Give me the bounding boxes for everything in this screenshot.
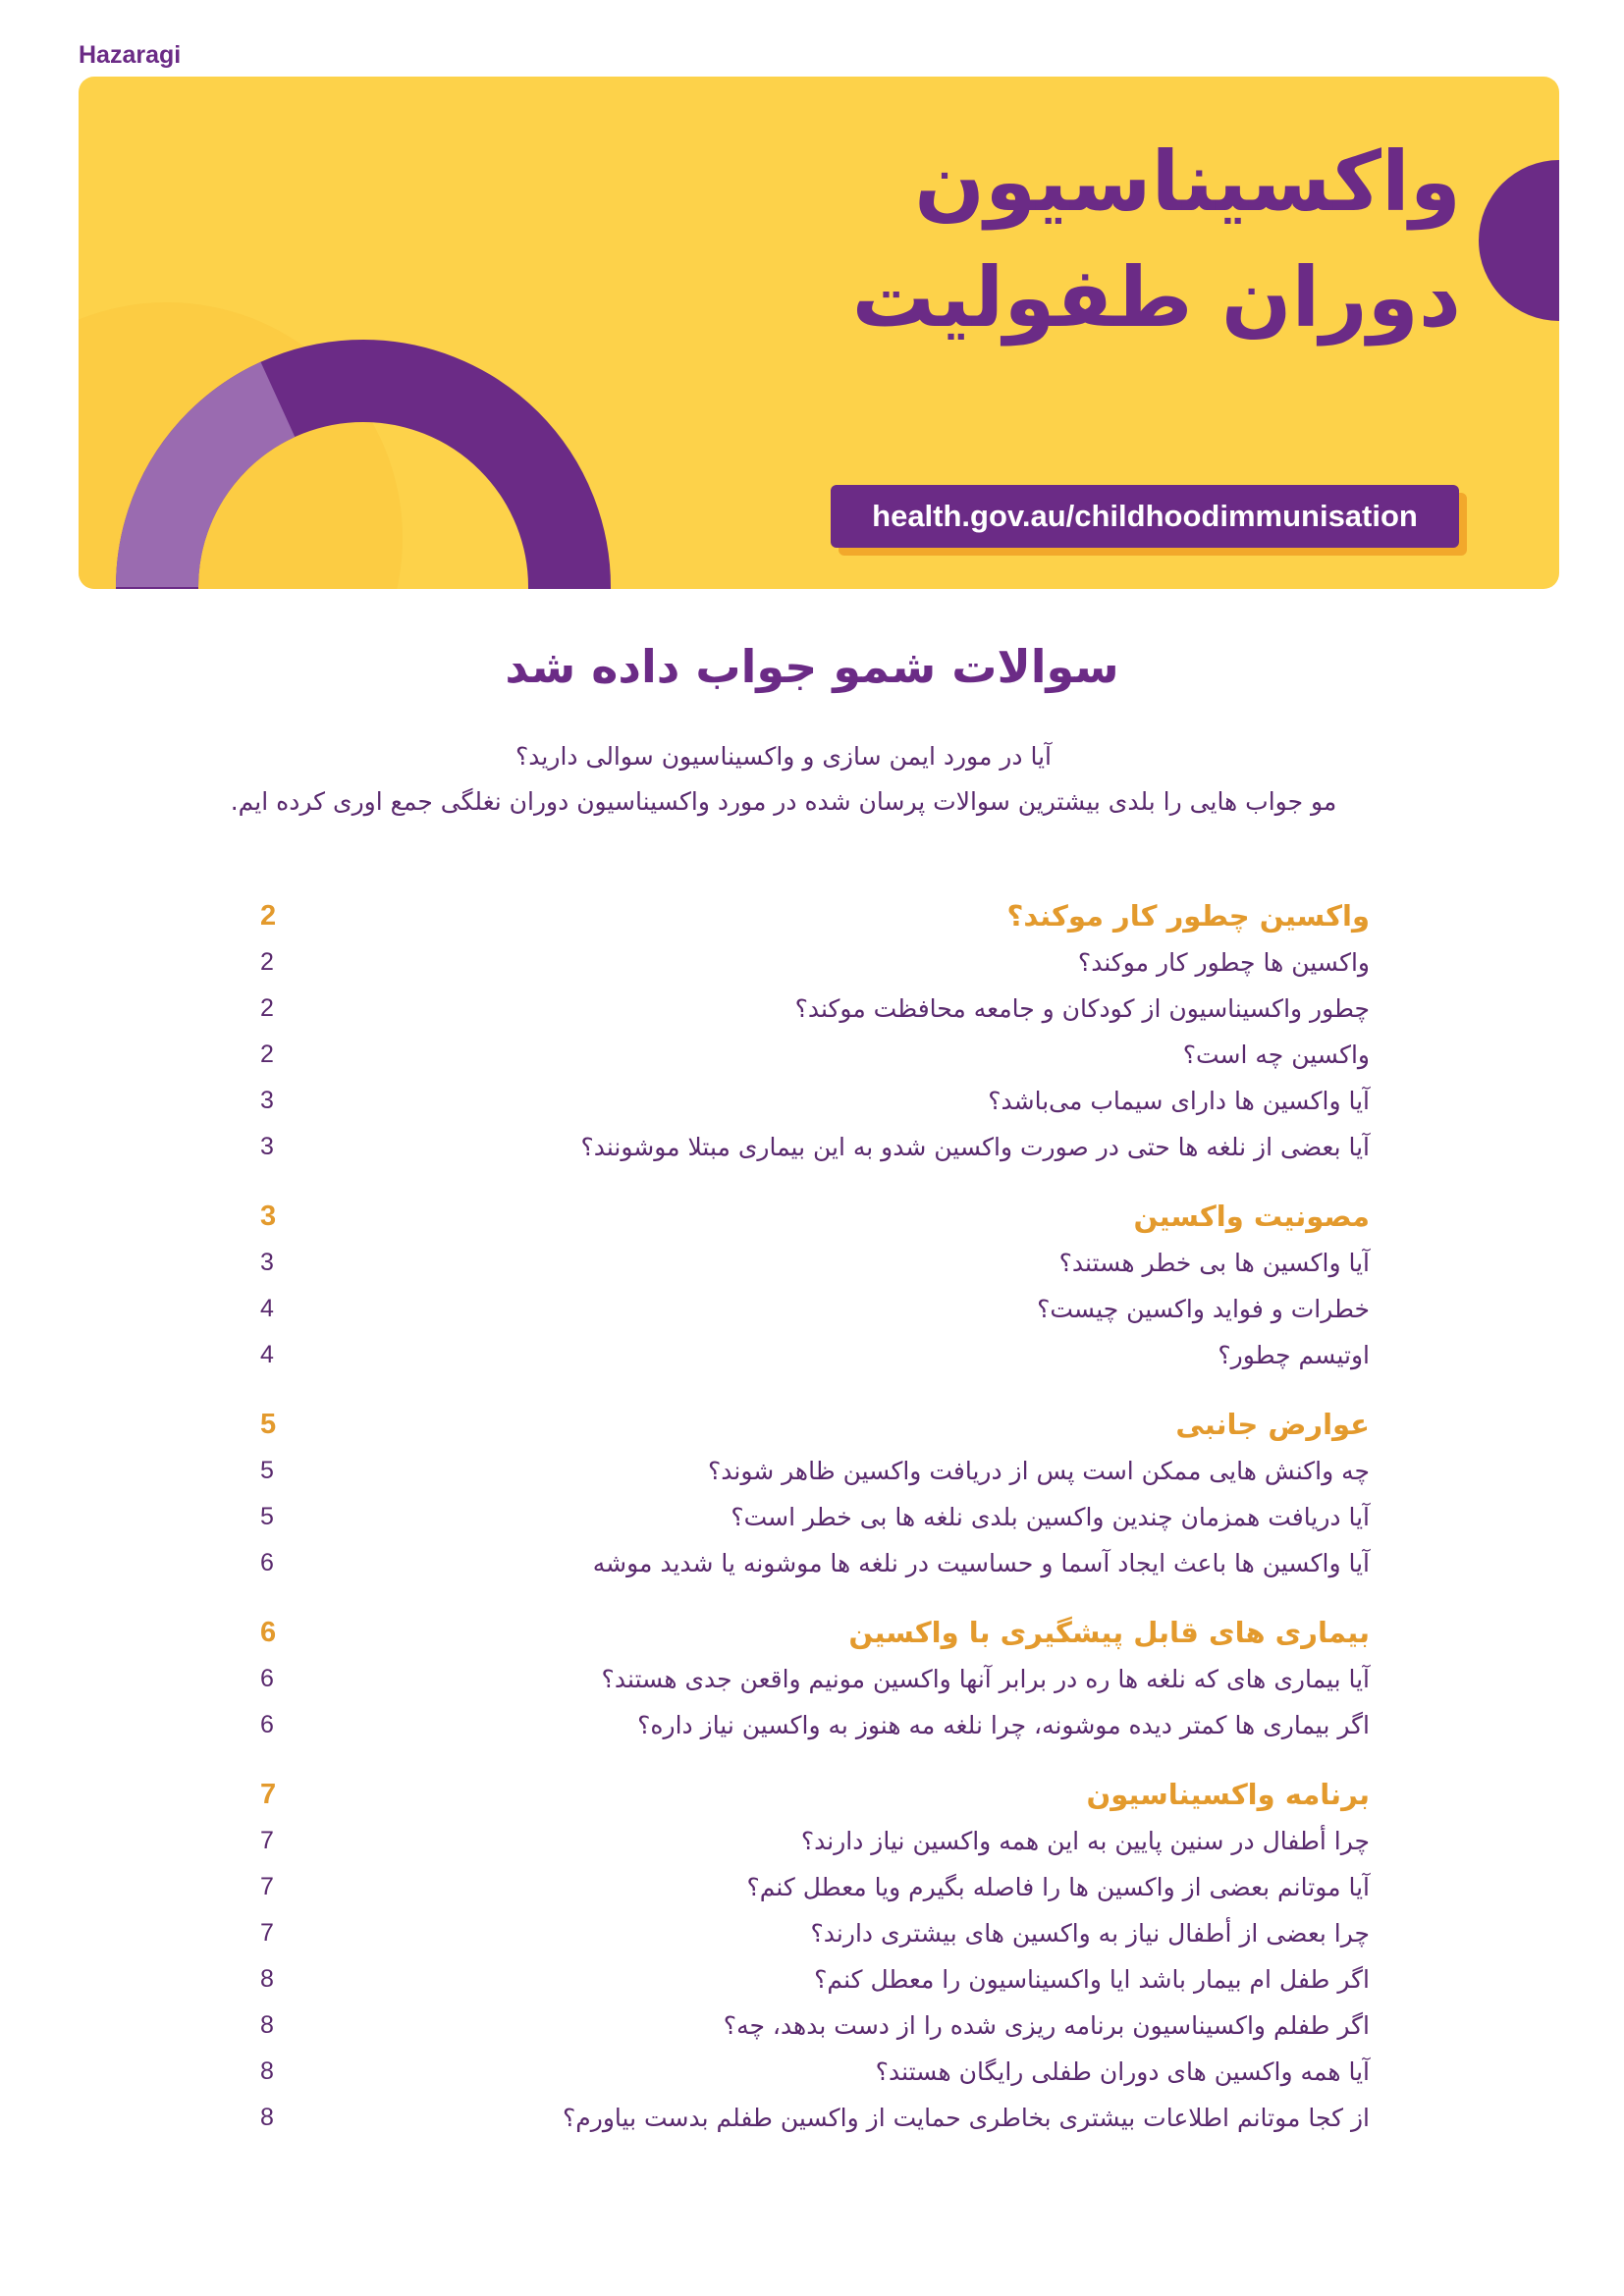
table-of-contents [260,893,1370,2141]
toc-entry[interactable] [260,1332,1370,1378]
toc-section-heading[interactable] [260,1402,1370,1448]
toc-entry[interactable] [260,2049,1370,2095]
toc-entry-title: خطرات و فواید واکسین چیست؟ [1037,1295,1370,1323]
toc-section-title: بیماری های قابل پیشگیری با واکسین [848,1616,1370,1649]
toc-entry-title: آیا واکسین ها باعث ایجاد آسما و حساسیت در نلغه ها موشونه یا شدید موشه [592,1549,1370,1577]
toc-entry-title: واکسین چه است؟ [1182,1041,1370,1069]
section-gap [260,1170,1370,1194]
toc-section-page-number: 5 [260,1409,277,1440]
toc-entry-page-number: 6 [260,1711,274,1738]
toc-entry[interactable] [260,1494,1370,1540]
toc-entry-title: اوتیسم چطور؟ [1218,1341,1370,1369]
toc-entry-title: آیا دریافت همزمان چندین واکسین بلدی نلغه ها بی خطر است؟ [731,1503,1370,1531]
toc-entry[interactable] [260,1032,1370,1078]
intro-line-2: مو جواب هایی را بلدی بیشترین سوالات پرسان شده در مورد واکسیناسیون دوران نغلگی جمع اوری کرده ایم. [230,787,1337,816]
toc-entry-title: چرا أطفال در سنین پایین به این همه واکسین نیاز دارند؟ [800,1827,1370,1855]
toc-entry[interactable] [260,986,1370,1032]
toc-entry-title: آیا بیماری های که نلغه ها ره در برابر آنها واکسین مونیم واقعن جدی هستند؟ [601,1665,1370,1693]
intro-line-1: آیا در مورد ایمن سازی و واکسیناسیون سوالی دارید؟ [515,742,1052,771]
toc-section-page-number: 3 [260,1201,277,1232]
toc-entry-title: چرا بعضی از أطفال نیاز به واکسین های بیشتری دارند؟ [810,1919,1370,1948]
toc-entry-page-number: 7 [260,1919,274,1947]
toc-section-heading[interactable] [260,1610,1370,1656]
banner-title-line2: دوران طفولیت [851,249,1461,346]
toc-entry-title: آیا موتانم بعضی از واکسین ها را فاصله بگیرم ویا معطل کنم؟ [746,1873,1370,1901]
toc-entry-page-number: 6 [260,1549,274,1576]
hero-banner [79,77,1559,589]
section-gap [260,1748,1370,1772]
toc-entry-page-number: 2 [260,1041,274,1068]
section-gap [260,1378,1370,1402]
page-title: سوالات شمو جواب داده شد [505,640,1119,693]
toc-entry[interactable] [260,1448,1370,1494]
toc-entry-title: اگر طفل ام بیمار باشد ایا واکسیناسیون را معطل کنم؟ [814,1965,1370,1994]
toc-section-title: واکسین چطور کار موکند؟ [1006,899,1370,933]
toc-entry[interactable] [260,1540,1370,1586]
toc-entry-page-number: 8 [260,1965,274,1993]
toc-entry[interactable] [260,1124,1370,1170]
toc-entry-page-number: 2 [260,948,274,976]
toc-section-heading[interactable] [260,1194,1370,1240]
toc-entry-title: اگر طفلم واکسیناسیون برنامه ریزی شده را از دست بدهد، چه؟ [723,2011,1370,2040]
toc-entry-page-number: 7 [260,1827,274,1854]
banner-title [852,124,1461,355]
toc-entry-title: واکسین ها چطور کار موکند؟ [1077,948,1370,977]
toc-entry-page-number: 8 [260,2011,274,2039]
website-link[interactable]: health.gov.au/childhoodimmunisation [831,485,1459,548]
toc-entry-page-number: 5 [260,1457,274,1484]
section-gap [260,1586,1370,1610]
toc-entry-page-number: 4 [260,1341,274,1368]
toc-entry[interactable] [260,1702,1370,1748]
toc-section-heading[interactable] [260,1772,1370,1818]
toc-entry[interactable] [260,1818,1370,1864]
toc-entry[interactable] [260,939,1370,986]
language-tag: Hazaragi [79,41,182,69]
toc-entry[interactable] [260,1286,1370,1332]
toc-entry-page-number: 6 [260,1665,274,1692]
toc-section-title: مصونیت واکسین [1133,1200,1370,1233]
toc-section-heading[interactable] [260,893,1370,939]
toc-entry[interactable] [260,1910,1370,1956]
toc-entry-page-number: 5 [260,1503,274,1530]
toc-entry-title: از کجا موتانم اطلاعات بیشتری بخاطری حمایت از واکسین طفلم بدست بیاورم؟ [563,2104,1370,2132]
toc-entry-page-number: 4 [260,1295,274,1322]
toc-entry-page-number: 2 [260,994,274,1022]
toc-entry-title: آیا واکسین ها دارای سیماب می‌باشد؟ [988,1087,1370,1115]
toc-entry[interactable] [260,2002,1370,2049]
toc-entry[interactable] [260,1956,1370,2002]
toc-entry-title: چطور واکسیناسیون از کودکان و جامعه محافظت موکند؟ [794,994,1370,1023]
banner-title-line1: واکسیناسیون [914,133,1461,230]
toc-entry-title: آیا واکسین ها بی خطر هستند؟ [1058,1249,1370,1277]
toc-entry-page-number: 3 [260,1087,274,1114]
toc-entry[interactable] [260,2095,1370,2141]
intro-text [137,734,1430,825]
toc-entry-page-number: 3 [260,1249,274,1276]
toc-entry-title: چه واکنش هایی ممکن است پس از دریافت واکسین ظاهر شوند؟ [707,1457,1370,1485]
toc-entry-page-number: 3 [260,1133,274,1160]
toc-entry-title: آیا همه واکسین های دوران طفلی رایگان هستند؟ [875,2057,1370,2086]
toc-entry[interactable] [260,1864,1370,1910]
toc-entry[interactable] [260,1656,1370,1702]
toc-entry-page-number: 8 [260,2057,274,2085]
toc-section-page-number: 7 [260,1779,277,1810]
toc-section-page-number: 2 [260,900,277,932]
toc-entry-title: اگر بیماری ها کمتر دیده موشونه، چرا نلغه مه هنوز به واکسین نیاز داره؟ [637,1711,1370,1739]
toc-entry-page-number: 8 [260,2104,274,2131]
toc-entry-page-number: 7 [260,1873,274,1900]
toc-entry[interactable] [260,1240,1370,1286]
toc-entry[interactable] [260,1078,1370,1124]
toc-section-title: برنامه واکسیناسیون [1086,1778,1370,1811]
toc-entry-title: آیا بعضی از نلغه ها حتی در صورت واکسین شدو به این بیماری مبتلا موشونند؟ [580,1133,1370,1161]
toc-section-title: عوارض جانبی [1175,1408,1370,1441]
toc-section-page-number: 6 [260,1617,277,1648]
